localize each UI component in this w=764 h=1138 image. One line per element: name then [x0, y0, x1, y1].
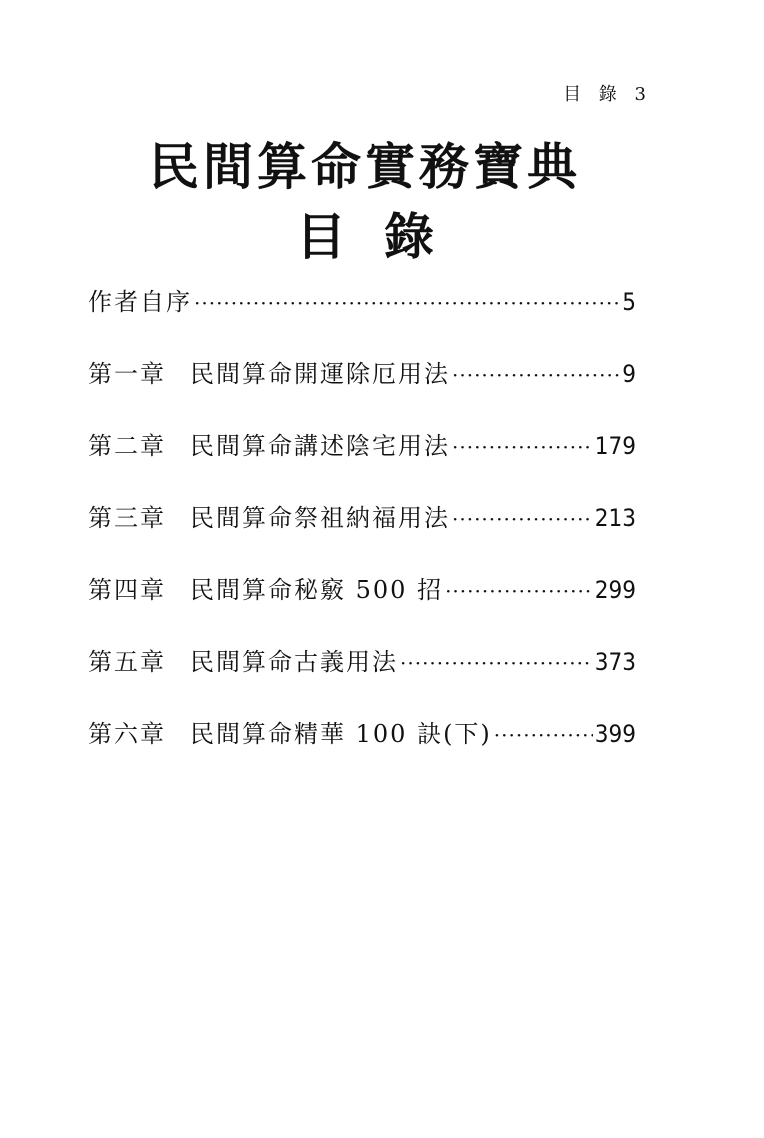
toc-entry-title: 民間算命古義用法	[190, 648, 398, 676]
toc-heading-char-1: 目	[296, 207, 346, 266]
dot-leader	[452, 495, 593, 543]
toc-entry-chapter: 第六章	[88, 720, 166, 748]
toc-entry-page: 373	[594, 648, 636, 676]
page-number: 3	[634, 84, 646, 105]
toc-entry-chapter-4[interactable]	[88, 566, 636, 638]
toc-entry-preface[interactable]	[88, 278, 636, 350]
toc-entry-page: 299	[594, 576, 636, 604]
dot-leader	[452, 423, 593, 471]
toc-entry-title: 民間算命秘竅 500 招	[190, 576, 444, 604]
toc-entry-page: 399	[594, 720, 636, 748]
dot-leader	[194, 279, 620, 327]
table-of-contents	[88, 278, 636, 782]
toc-entry-chapter-3[interactable]	[88, 494, 636, 566]
running-header-section: 目 錄	[563, 84, 623, 105]
dot-leader	[445, 567, 593, 615]
toc-entry-page: 9	[622, 360, 636, 388]
book-title: 民間算命實務寶典	[149, 137, 581, 196]
toc-entry-chapter-6[interactable]	[88, 710, 636, 782]
toc-entry-chapter-5[interactable]	[88, 638, 636, 710]
toc-entry-title: 民間算命講述陰宅用法	[190, 432, 450, 460]
toc-entry-page: 5	[622, 288, 636, 316]
toc-entry-title: 民間算命開運除厄用法	[190, 360, 450, 388]
toc-entry-chapter: 第一章	[88, 360, 166, 388]
dot-leader	[400, 639, 593, 687]
toc-entry-chapter: 第三章	[88, 504, 166, 532]
toc-entry-chapter: 第二章	[88, 432, 166, 460]
running-header	[563, 80, 646, 106]
toc-entry-title: 民間算命祭祖納福用法	[190, 504, 450, 532]
toc-entry-page: 213	[594, 504, 636, 532]
toc-entry-title: 作者自序	[88, 288, 192, 316]
toc-entry-chapter-1[interactable]	[88, 350, 636, 422]
toc-heading-char-2: 錄	[384, 207, 434, 266]
toc-entry-title: 民間算命精華 100 訣(下)	[190, 720, 492, 748]
toc-entry-chapter: 第四章	[88, 576, 166, 604]
toc-heading	[0, 205, 730, 269]
toc-entry-chapter-2[interactable]	[88, 422, 636, 494]
toc-entry-page: 179	[594, 432, 636, 460]
dot-leader	[452, 351, 620, 399]
toc-entry-chapter: 第五章	[88, 648, 166, 676]
dot-leader	[494, 711, 593, 759]
